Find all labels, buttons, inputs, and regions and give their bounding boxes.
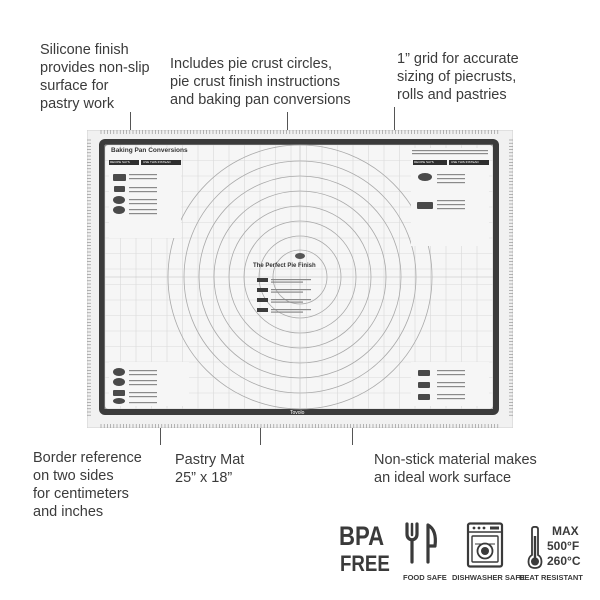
- max-celsius: 260°C: [547, 554, 581, 568]
- callout-non-stick: [374, 451, 537, 487]
- callout-border-reference: [33, 449, 142, 521]
- callout-line: surface for: [40, 78, 109, 94]
- dishwasher-icon: [465, 522, 505, 568]
- pastry-mat: [87, 130, 513, 428]
- callout-line: on two sides: [33, 468, 114, 484]
- max-label: MAX: [552, 524, 579, 538]
- callout-line: rolls and pastries: [397, 87, 507, 103]
- free-label: FREE: [340, 551, 390, 576]
- callout-line: Silicone finish: [40, 42, 129, 58]
- mat-center-title: The Perfect Pie Finish: [253, 263, 316, 269]
- callout-line: Includes pie crust circles,: [170, 56, 332, 72]
- callout-line: Border reference: [33, 450, 142, 466]
- bpa-label: BPA: [339, 521, 385, 551]
- callout-line: Non-stick material makes: [374, 452, 537, 468]
- dishwasher-safe-label: DISHWASHER SAFE: [452, 573, 525, 582]
- callout-line: Pastry Mat: [175, 452, 245, 468]
- max-fahrenheit: 500°F: [547, 539, 580, 553]
- callout-line: an ideal work surface: [374, 470, 512, 486]
- mat-brand-logo: Tovolo: [290, 410, 305, 416]
- callout-silicone-finish: [40, 41, 150, 113]
- callout-pastry-mat: [175, 451, 244, 487]
- mat-left-col-b: USE THIS INSTEAD: [143, 160, 171, 164]
- callout-line: and inches: [33, 504, 104, 520]
- thermometer-icon: [527, 526, 543, 570]
- callout-line: 25” x 18”: [175, 470, 233, 486]
- callout-line: pie crust finish instructions: [170, 74, 341, 90]
- pastry-mat-graphic: [87, 130, 513, 428]
- mat-right-col-b: USE THIS INSTEAD: [451, 160, 479, 164]
- callout-includes: [170, 55, 351, 109]
- leader-line-border: [160, 425, 161, 445]
- callout-line: and baking pan conversions: [170, 92, 351, 108]
- mat-right-col-a: RECIPE SAYS: [414, 160, 434, 164]
- callout-line: pastry work: [40, 96, 115, 112]
- heat-resistant-label: HEAT RESISTANT: [519, 573, 583, 582]
- callout-line: for centimeters: [33, 486, 129, 502]
- callout-line: 1” grid for accurate: [397, 51, 519, 67]
- callout-line: sizing of piecrusts,: [397, 69, 517, 85]
- food-safe-icon: [401, 522, 441, 566]
- mat-left-title: Baking Pan Conversions: [111, 147, 188, 154]
- mat-left-col-a: RECIPE SAYS: [110, 160, 130, 164]
- food-safe-label: FOOD SAFE: [403, 573, 447, 582]
- callout-grid: [397, 50, 519, 104]
- callout-line: provides non-slip: [40, 60, 150, 76]
- bpa-free-badge: [339, 521, 389, 581]
